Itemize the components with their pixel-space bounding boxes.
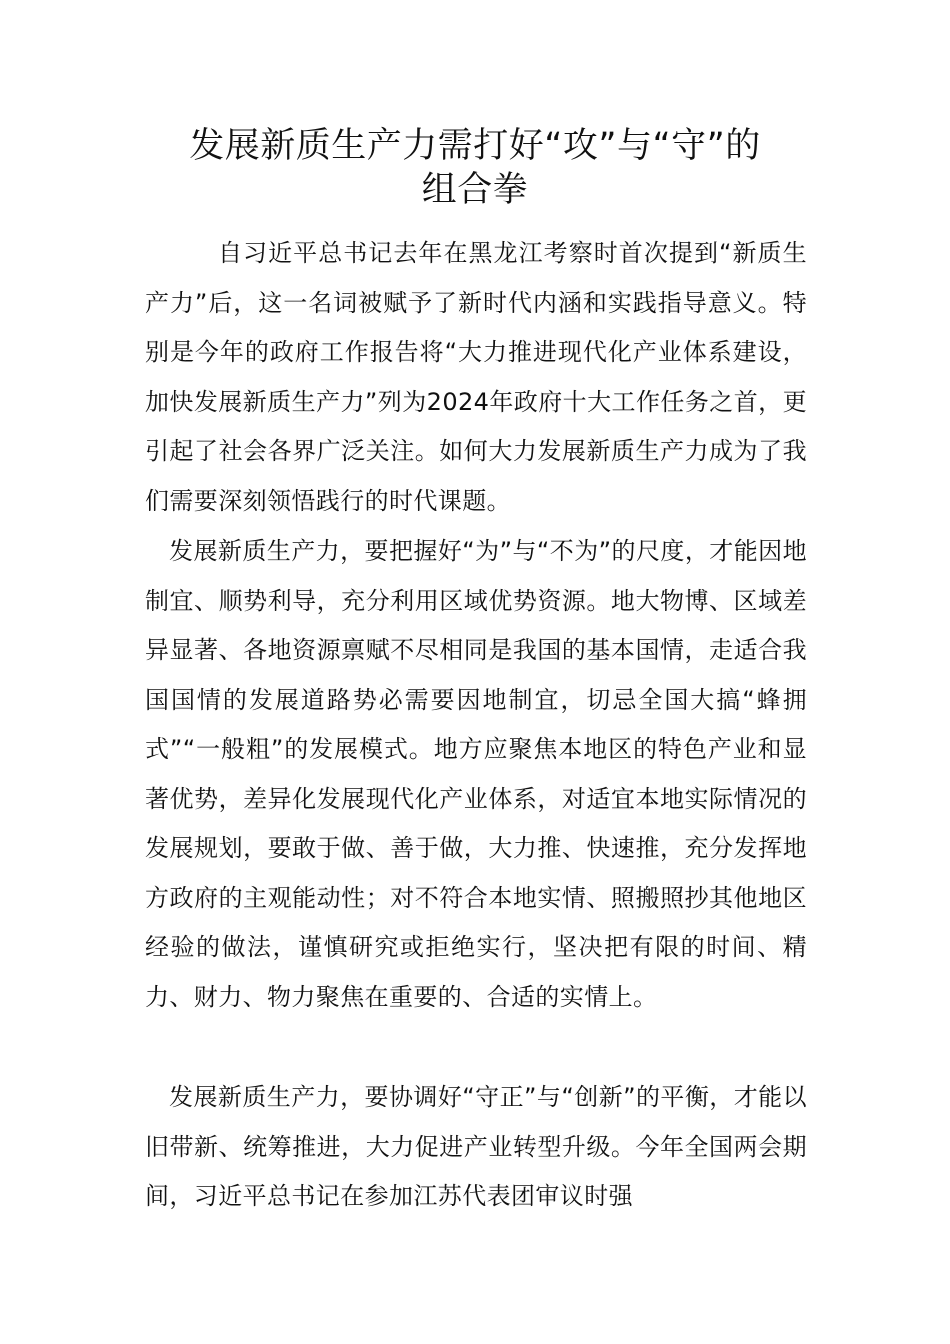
paragraph-3: 发展新质生产力，要协调好“守正”与“创新”的平衡，才能以旧带新、统筹推进，大力促进产业转型升级。今年全国两会期间，习近平总书记在参加江苏代表团审议时强 <box>145 1083 807 1210</box>
paragraph-1: 自习近平总书记去年在黑龙江考察时首次提到“新质生产力”后，这一名词被赋予了新时代内涵和实践指导意义。特别是今年的政府工作报告将“大力推进现代化产业体系建设，加快发展新质生产力”列为2024年政府十大工作任务之首，更引起了社会各界广泛关注。如何大力发展新质生产力成为了我们需要深刻领悟践行的时代课题。 <box>145 239 807 515</box>
paragraph-2: 发展新质生产力，要把握好“为”与“不为”的尺度，才能因地制宜、顺势利导，充分利用区域优势资源。地大物博、区域差异显著、各地资源禀赋不尽相同是我国的基本国情，走适合我国国情的发展道路势必需要因地制宜，切忌全国大搞“蜂拥式”“一般粗”的发展模式。地方应聚焦本地区的特色产业和显著优势，差异化发展现代化产业体系，对适宜本地实际情况的发展规划，要敢于做、善于做，大力推、快速推，充分发挥地方政府的主观能动性；对不符合本地实情、照搬照抄其他地区经验的做法，谨慎研究或拒绝实行，坚决把有限的时间、精力、财力、物力聚焦在重要的、合适的实情上。 <box>145 537 807 1011</box>
document-title <box>145 124 805 212</box>
title-line-2: 组合拳 <box>421 170 529 210</box>
title-line-1: 发展新质生产力需打好“攻”与“守”的 <box>189 126 761 166</box>
